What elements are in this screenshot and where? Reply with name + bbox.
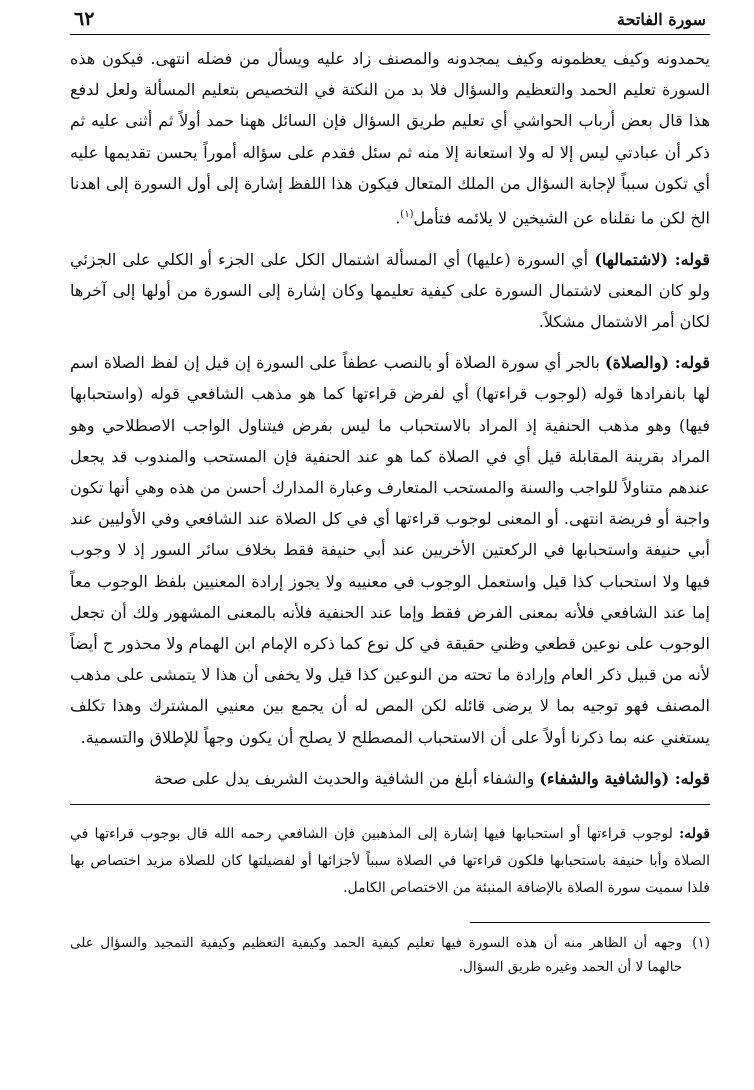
- paragraph-tail: .: [395, 208, 401, 228]
- footnote-rule: [470, 922, 710, 923]
- paragraph-text: يحمدونه وكيف يعظمونه وكيف يمجدونه والمصنف زاد عليه ويسأل من فضله انتهى. فيكون هذه السورة تعليم الحمد والتعظيم والسؤال فلا بد من النكتة في التخصيص بتعليم المسألة ولعل لدفع هذا قال بعض أرباب الحواشي أي تعليم طريق السؤال فإن السائل ههنا حمد أولاً ثم أثنى عليه ثم ذكر أن عبادتي ليس إلا له ولا استعانة إلا منه ثم سئل فقدم على سؤاله أموراً يحسن تقديمها عليه أي تكون سبباً لإجابة السؤال من الملك المتعال فيكون هذا اللفظ إشارة إلى أول السورة إلى اهدنا الخ لكن ما نقلناه عن الشيخين لا يلائمه فتأمل: [70, 49, 710, 228]
- footnote-text: وجهه أن الظاهر منه أن هذه السورة فيها تعليم كيفية الحمد وكيفية التعظيم وكيفية التمجيد والسؤال على حالهما لا أن الحمد وغيره طريق السؤال.: [70, 935, 683, 975]
- footnote-reference[interactable]: (١): [400, 209, 414, 221]
- running-title: سورة الفاتحة: [617, 10, 706, 29]
- paragraph-lead: قوله: (والصلاة): [605, 353, 710, 373]
- section-divider: [70, 804, 710, 805]
- commentary-lead: قوله:: [679, 826, 710, 842]
- paragraph-lead: قوله: (لاشتمالها): [594, 249, 711, 269]
- page-number: ٦٢: [74, 8, 95, 30]
- paragraph-1: [70, 43, 710, 234]
- marginal-commentary: [70, 821, 710, 902]
- paragraph-text: أي السورة (عليها) أي المسألة اشتمال الكل على الجزء أو الكلي على الجزئي ولو كان المعنى لاشتمال السورة على كيفية تعليمها وكان إشارة إلى السورة من أولها إلى آخرها لكان أمر الاشتمال مشكلاً.: [70, 249, 710, 331]
- main-text: [70, 43, 710, 794]
- paragraph-4: [70, 763, 710, 794]
- paragraph-2: [70, 244, 710, 338]
- book-page: [70, 8, 710, 979]
- paragraph-text: والشفاء أبلغ من الشافية والحديث الشريف يدل على صحة: [154, 768, 540, 788]
- paragraph-text: بالجر أي سورة الصلاة أو بالنصب عطفاً على السورة إن قيل إن لفظ الصلاة اسم لها بانفرادها قوله (لوجوب قراءتها) أي لفرض قراءتها كما هو مذهب الشافعي قوله (واستحبابها فيها) وهو مذهب الحنفية إذ المراد بالاستحباب ما ليس بفرض فيتناول الواجب الاصطلاحي وهو المراد بقرينة المقابلة قيل أي في الصلاة كما هو عند الحنفية فإن المستحب والمندوب قد يجعل عندهم متناولاً للواجب والسنة والمستحب المتعارف وعبارة المدارك أحسن من هذه وهي أنها تكون واجبة أو فريضة انتهى. أو المعنى لوجوب قراءتها أي في كل الصلاة عند الشافعي وفي الأوليين عند أبي حنيفة واستحبابها في الركعتين الأخريين عند أبي حنيفة فقط بخلاف سائر السور إذ لا وجوب فيها ولا استحباب كذا قيل واستعمل الوجوب في معنييه ولا يجوز إرادة المعنيين بلفظ الوجوب معاً إما عند الشافعي فلأنه بمعنى الفرض فقط وإما عند الحنفية فلأنه بالمعنى المشهور ولك أن تجعل الوجوب على نوعين قطعي وظني حقيقة في كل نوع كما ذكره الإمام ابن الهمام ولا محذور ح أيضاً لأنه من قبيل ذكر العام وإرادة ما تحته من النوعين كذا قيل ولا يخفى أن هذا لا يتمشى على مذهب المصنف فهو توجيه بما لا يرضى قائله لكن المص له أن يجمع بين معنيي المشترك وهذا تكلف يستغني عنه بما ذكرنا أولاً على أن الاستحباب المصطلح لا يصلح أن يكون وجهاً للإطلاق والتسمية.: [70, 353, 711, 747]
- paragraph-lead: قوله: (والشافية والشفاء): [539, 768, 710, 788]
- footnote: [70, 931, 710, 979]
- paragraph-3: [70, 347, 710, 753]
- page-header: [70, 8, 710, 35]
- footnote-number: (١): [692, 935, 710, 951]
- commentary-text: لوجوب قراءتها أو استحبابها فيها إشارة إلى المذهبين فإن الشافعي رحمه الله قال بوجوب قراءتها في الصلاة وأبا حنيفة باستحبابها فلكون قراءتها في الصلاة سبباً لأجزائها أو لفضيلتها كان للصلاة مزيد اختصاص بها فلذا سميت سورة الصلاة بالإضافة المنبئة من الاختصاص الكامل.: [70, 826, 710, 896]
